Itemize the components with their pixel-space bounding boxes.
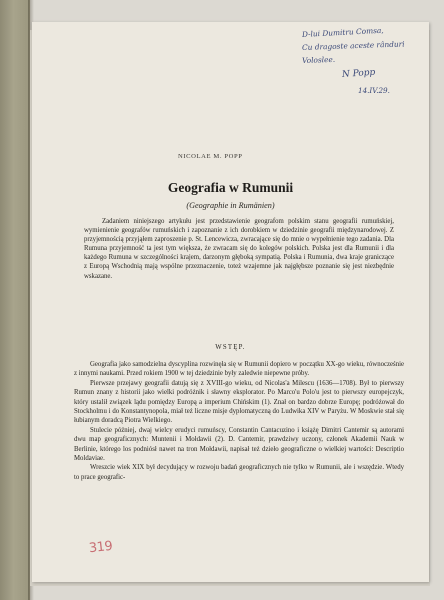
dedication-date: 14.IV.29.	[358, 86, 390, 95]
handwritten-dedication	[280, 25, 429, 97]
dedication-line-1: D-lui Dumitru Comsa,	[301, 25, 384, 39]
book-cover-edge	[0, 0, 30, 600]
body-paragraph-3: Stulecie później, dwaj wielcy erudyci rumuńscy, Constantin Cantacuzino i książę Dimitri Cantemir są autorami dwu map geograficznych: Muntenii i Mołdawii (2). D. Cantemir, prawdziwy uczony, członek Akademii Nauk w Berlinie, którego los podniósł nawet na tron Mołdawii, napisał też dzieło geograficzne o wielkiej wartości: Descriptio Moldaviae.	[74, 426, 404, 463]
article-title: Geografia w Rumunii	[167, 180, 294, 195]
article-subtitle: (Geographie in Rumänien)	[186, 201, 275, 210]
section-heading: WSTĘP.	[215, 344, 246, 351]
body-paragraph-1: Geografia jako samodzielna dyscyplina rozwinęła się w Rumunii dopiero w początku XX-go wieku, równocześnie z innymi naukami. Przed rokiem 1900 w tej dziedzinie były zaledwie niepewne próby.	[74, 361, 404, 378]
signature: N Popp	[341, 67, 376, 80]
library-stamp: 319	[88, 538, 114, 557]
author-name: NICOLAE M. POPP	[178, 153, 243, 160]
dedication-line-3: Voloslee.	[301, 54, 336, 65]
body-text	[74, 360, 404, 482]
body-paragraph-4: Wreszcie wiek XIX był decydujący w rozwoju badań geograficznych nie tylko w Rumunii, ale i wszędzie. Wtedy to prace geografic-	[74, 464, 404, 481]
body-paragraph-2: Pierwsze przejawy geografii datują się z XVIII-go wieku, od Nicolas'a Milescu (1636—1708). Był to pierwszy Rumun znany z historii jako wielki podróżnik i sławny eksplorator. Po Marco'u Polo'u jest to pierwszy europejczyk, który ustalił związek lądu pomiędzy Europą a imperium Chińskim (1). Znał on bardzo dobrze Europę; podróżował do Stockholmu i do Konstantynopola, miał też liczne misje dyplomatyczną do Ludwika XIV w Paryżu. W Moskwie stał się łubianym doradcą Piotra Wielkiego.	[74, 379, 404, 425]
document-page	[32, 22, 429, 582]
dedication-line-2: Cu dragoste aceste rânduri	[301, 39, 405, 52]
abstract-paragraph: Zadaniem niniejszego artykułu jest przedstawienie geografom polskim stanu geografii rumuńskiej, wymienienie geografów rumuńskich i zapoznanie z ich dorobkiem w dziedzinie geografii międzynarodowej. Z przyjemnością przyjąłem zaproszenie p. St. Lencewicza, zwracające się do mnie o wypełnienie tego zadania. Dla Rumuna przyjemność ta jest tym większa, że zwracam się do kolegów polskich. Polska jest dla Rumunii i dla każdego Rumuna w szczególności krajem, darzonym głęboką sympatią. Polska i Rumunia, dwa kraje graniczące z Europą Wschodnią mają wspólne przeznaczenie, toteż wzajemne jak najgłębsze poznanie się jest niezbędnie wskazane.	[84, 218, 394, 280]
